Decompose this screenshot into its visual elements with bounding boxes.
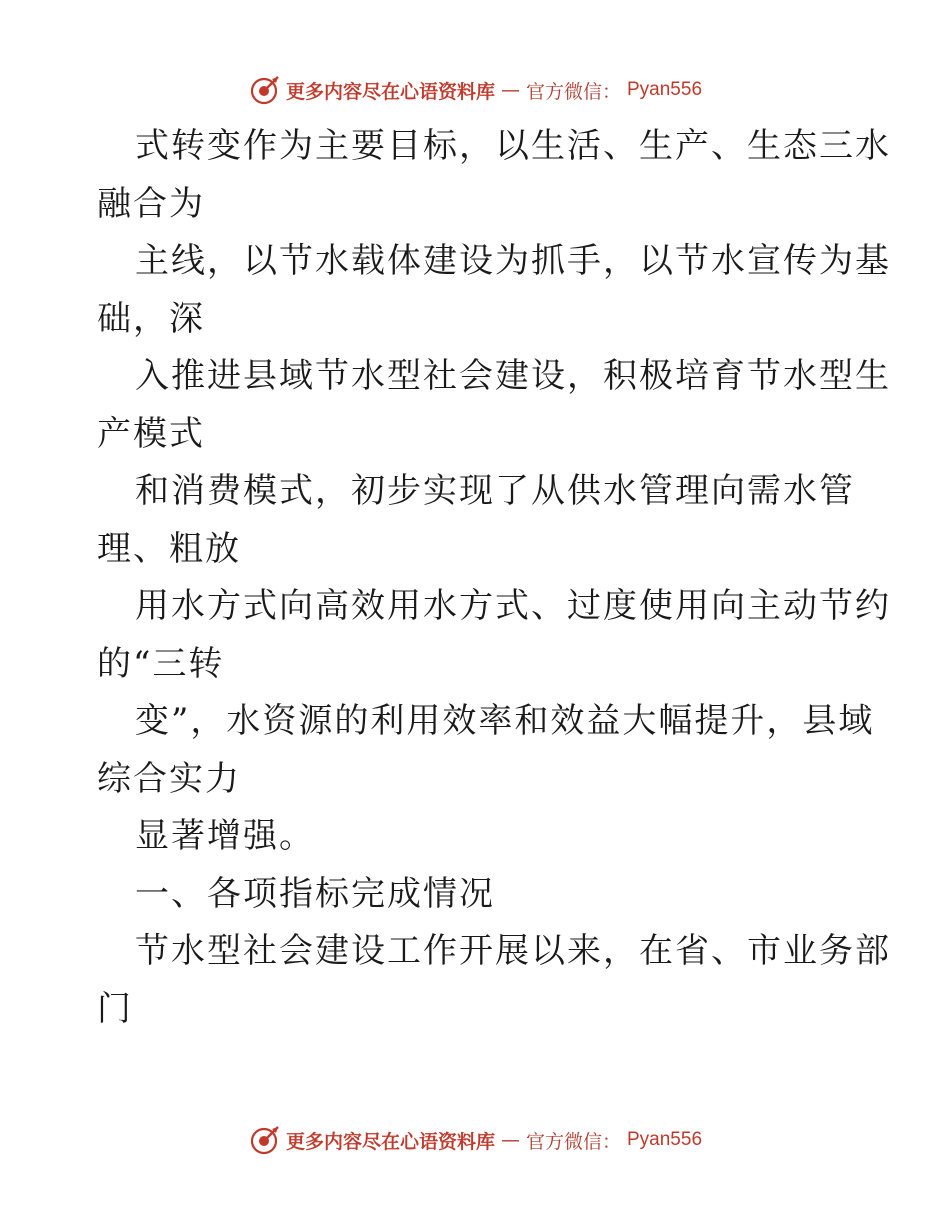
body-line: 节水型社会建设工作开展以来，在省、市业务部 (135, 931, 891, 971)
body-line: 主线，以节水载体建设为抓手，以节水宣传为基 (135, 241, 891, 281)
body-line: 式转变作为主要目标，以生活、生产、生态三水 (135, 126, 891, 166)
header-banner (0, 70, 950, 110)
pen-logo-icon (248, 74, 280, 106)
banner-wechat-label: 官方微信： (525, 1130, 621, 1153)
body-line: 入推进县域节水型社会建设，积极培育节水型生 (135, 356, 891, 396)
banner-dash: — (500, 79, 520, 101)
body-line: 理、粗放 (97, 528, 241, 569)
section-heading: 一、各项指标完成情况 (135, 873, 495, 914)
body-line: 和消费模式，初步实现了从供水管理向需水管 (135, 471, 855, 511)
banner-wechat-label: 官方微信： (525, 80, 621, 103)
body-line: 的“三转 (97, 643, 225, 684)
footer-banner (0, 1120, 950, 1160)
document-body (97, 118, 891, 1038)
body-line: 用水方式向高效用水方式、过度使用向主动节约 (135, 586, 891, 626)
body-line: 产模式 (97, 413, 205, 454)
body-line: 变”，水资源的利用效率和效益大幅提升，县域 (135, 701, 875, 741)
body-line: 显著增强。 (135, 816, 315, 856)
pen-logo-icon (248, 1124, 280, 1156)
body-line: 综合实力 (97, 758, 241, 799)
banner-title: 更多内容尽在心语资料库 (285, 80, 495, 103)
body-line: 门 (97, 988, 133, 1029)
banner-dash: — (500, 1129, 520, 1151)
banner-wechat-id: Pyan556 (627, 1129, 703, 1150)
body-line: 础，深 (97, 298, 205, 339)
banner-wechat-id: Pyan556 (627, 79, 703, 100)
body-line: 融合为 (97, 183, 205, 224)
banner-title: 更多内容尽在心语资料库 (285, 1130, 495, 1153)
